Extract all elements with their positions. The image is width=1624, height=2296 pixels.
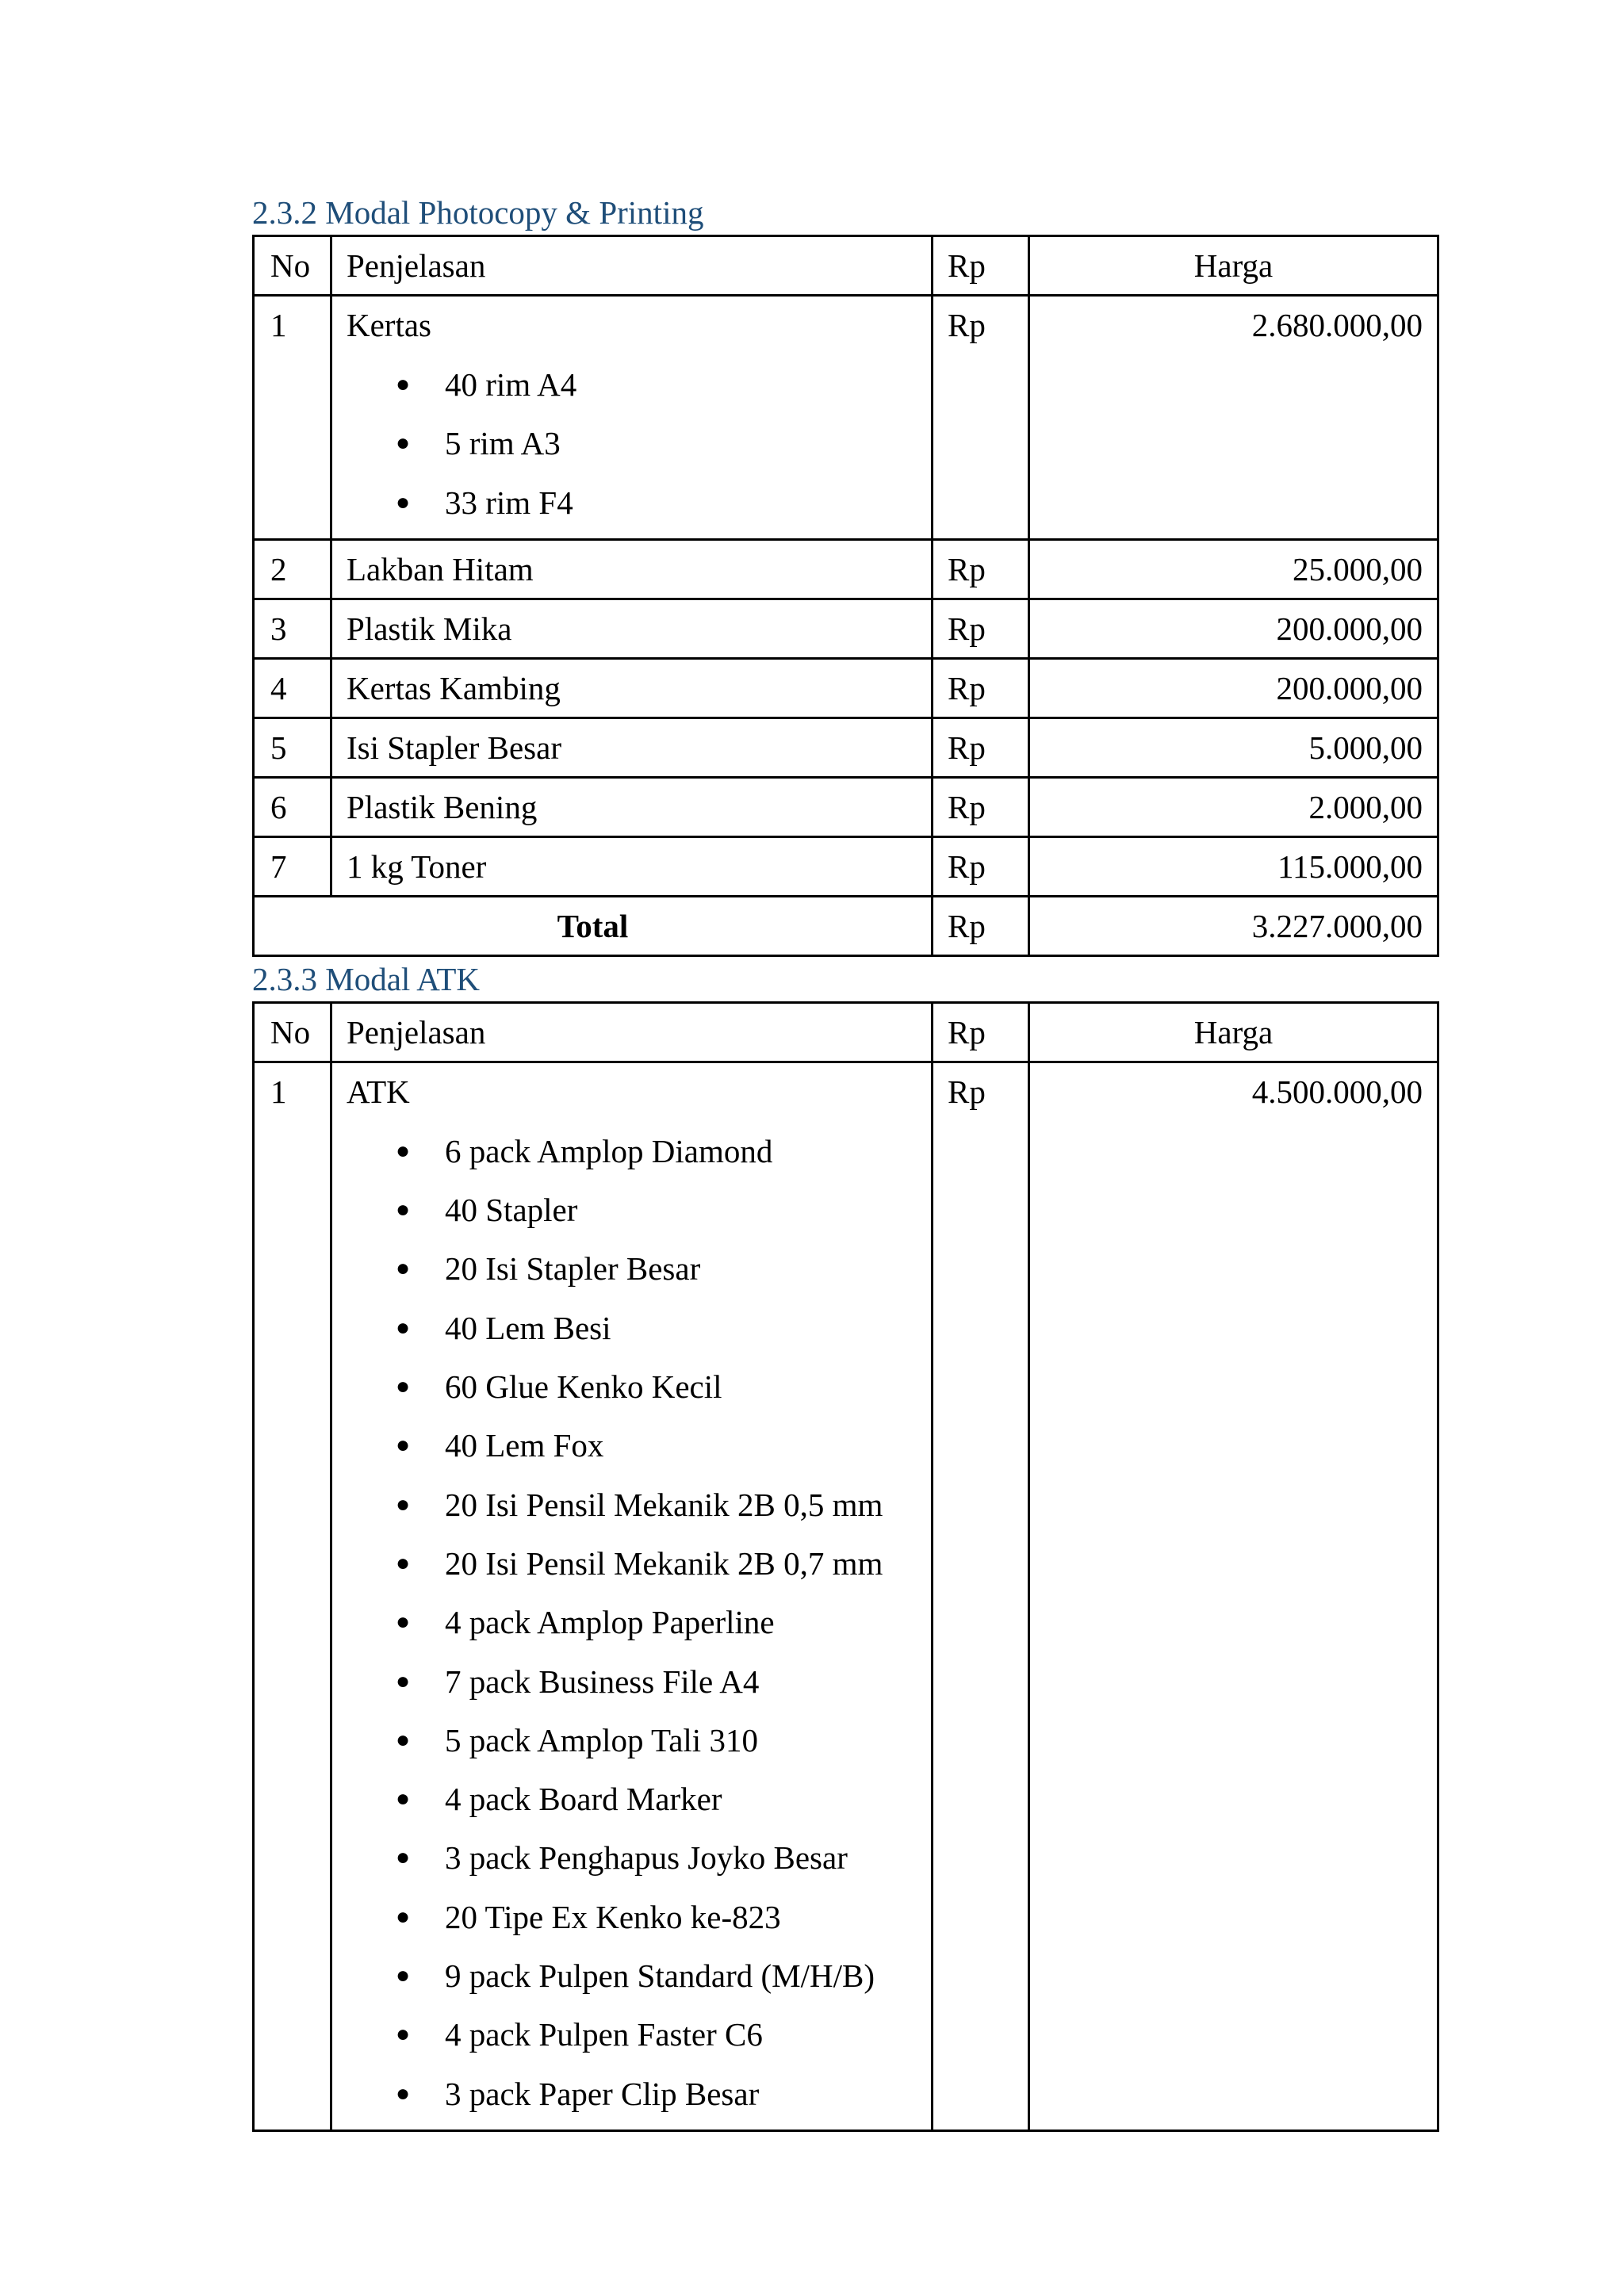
table-row xyxy=(254,296,1438,540)
row-price: 200.000,00 xyxy=(1029,599,1438,658)
bullet-icon: ● xyxy=(396,2021,411,2048)
row-number: 6 xyxy=(254,777,331,836)
total-currency: Rp xyxy=(933,896,1029,955)
bullet-icon: ● xyxy=(396,1196,411,1223)
photocopy-table xyxy=(252,235,1439,957)
bullet-icon: ● xyxy=(396,1785,411,1812)
row-description: 1 kg Toner xyxy=(331,836,933,896)
bullet-icon: ● xyxy=(396,1844,411,1871)
bullet-icon: ● xyxy=(396,1255,411,1282)
row-currency: Rp xyxy=(933,658,1029,718)
table-row xyxy=(254,1062,1438,2130)
column-header-penjelasan: Penjelasan xyxy=(331,236,933,296)
bullet-icon: ● xyxy=(396,1373,411,1400)
row-number: 3 xyxy=(254,599,331,658)
row-currency: Rp xyxy=(933,777,1029,836)
list-item: ● 4 pack Amplop Paperline xyxy=(347,1593,917,1651)
table-row xyxy=(254,836,1438,896)
column-header-rp: Rp xyxy=(933,236,1029,296)
atk-table xyxy=(252,1001,1439,2132)
bullet-icon: ● xyxy=(396,1962,411,1989)
row-number: 1 xyxy=(254,296,331,540)
bullet-icon: ● xyxy=(396,1609,411,1636)
row-price: 2.000,00 xyxy=(1029,777,1438,836)
item-list xyxy=(347,355,917,532)
list-item: ● 5 rim A3 xyxy=(347,414,917,473)
table-row xyxy=(254,718,1438,777)
table-row xyxy=(254,599,1438,658)
total-label: Total xyxy=(254,896,933,955)
row-number: 1 xyxy=(254,1062,331,2130)
list-item: ● 40 rim A4 xyxy=(347,355,917,414)
row-price: 5.000,00 xyxy=(1029,718,1438,777)
list-item: ● 3 pack Paper Clip Besar xyxy=(347,2064,917,2123)
list-item: ● 6 pack Amplop Diamond xyxy=(347,1122,917,1181)
column-header-no: No xyxy=(254,236,331,296)
row-number: 5 xyxy=(254,718,331,777)
row-description: Lakban Hitam xyxy=(331,539,933,599)
section-heading-atk: 2.3.3 Modal ATK xyxy=(252,960,480,997)
list-item: ● 4 pack Board Marker xyxy=(347,1770,917,1828)
item-list xyxy=(347,1122,917,2123)
row-description: ATK xyxy=(347,1073,410,1110)
total-row xyxy=(254,896,1438,955)
row-number: 2 xyxy=(254,539,331,599)
bullet-icon: ● xyxy=(396,1903,411,1930)
list-item: ● 60 Glue Kenko Kecil xyxy=(347,1357,917,1416)
list-item: ● 40 Lem Fox xyxy=(347,1416,917,1475)
bullet-icon: ● xyxy=(396,1667,411,1694)
bullet-icon: ● xyxy=(396,371,411,397)
bullet-icon: ● xyxy=(396,430,411,457)
row-description: Isi Stapler Besar xyxy=(331,718,933,777)
bullet-icon: ● xyxy=(396,2080,411,2107)
row-description: Plastik Bening xyxy=(331,777,933,836)
list-item: ● 40 Stapler xyxy=(347,1181,917,1239)
bullet-icon: ● xyxy=(396,1314,411,1341)
table-row xyxy=(254,539,1438,599)
column-header-no: No xyxy=(254,1002,331,1062)
row-currency: Rp xyxy=(933,718,1029,777)
list-item: ● 20 Isi Pensil Mekanik 2B 0,7 mm xyxy=(347,1534,917,1593)
list-item: ● 20 Isi Pensil Mekanik 2B 0,5 mm xyxy=(347,1475,917,1534)
row-description: Kertas xyxy=(347,307,432,343)
list-item: ● 20 Tipe Ex Kenko ke-823 xyxy=(347,1888,917,1946)
row-currency: Rp xyxy=(933,539,1029,599)
row-price: 200.000,00 xyxy=(1029,658,1438,718)
table-row xyxy=(254,777,1438,836)
list-item: ● 7 pack Business File A4 xyxy=(347,1652,917,1711)
row-description: Kertas Kambing xyxy=(331,658,933,718)
row-currency: Rp xyxy=(933,1062,1029,2130)
list-item: ● 9 pack Pulpen Standard (M/H/B) xyxy=(347,1946,917,2005)
row-price: 115.000,00 xyxy=(1029,836,1438,896)
document-page xyxy=(252,190,1437,2132)
table-row xyxy=(254,658,1438,718)
bullet-icon: ● xyxy=(396,1549,411,1576)
row-price: 25.000,00 xyxy=(1029,539,1438,599)
bullet-icon: ● xyxy=(396,488,411,515)
column-header-rp: Rp xyxy=(933,1002,1029,1062)
bullet-icon: ● xyxy=(396,1490,411,1517)
row-description-cell xyxy=(331,296,933,540)
row-currency: Rp xyxy=(933,836,1029,896)
row-price: 4.500.000,00 xyxy=(1029,1062,1438,2130)
table-header-row xyxy=(254,236,1438,296)
total-price: 3.227.000,00 xyxy=(1029,896,1438,955)
column-header-penjelasan: Penjelasan xyxy=(331,1002,933,1062)
list-item: ● 5 pack Amplop Tali 310 xyxy=(347,1711,917,1770)
list-item: ● 20 Isi Stapler Besar xyxy=(347,1239,917,1298)
row-number: 4 xyxy=(254,658,331,718)
list-item: ● 3 pack Penghapus Joyko Besar xyxy=(347,1828,917,1887)
section-heading-photocopy: 2.3.2 Modal Photocopy & Printing xyxy=(252,194,704,231)
table-header-row xyxy=(254,1002,1438,1062)
bullet-icon: ● xyxy=(396,1726,411,1753)
row-description-cell xyxy=(331,1062,933,2130)
list-item: ● 40 Lem Besi xyxy=(347,1299,917,1357)
row-price: 2.680.000,00 xyxy=(1029,296,1438,540)
column-header-harga: Harga xyxy=(1029,1002,1438,1062)
row-currency: Rp xyxy=(933,296,1029,540)
row-number: 7 xyxy=(254,836,331,896)
row-currency: Rp xyxy=(933,599,1029,658)
row-description: Plastik Mika xyxy=(331,599,933,658)
bullet-icon: ● xyxy=(396,1432,411,1459)
list-item: ● 4 pack Pulpen Faster C6 xyxy=(347,2005,917,2064)
bullet-icon: ● xyxy=(396,1137,411,1164)
column-header-harga: Harga xyxy=(1029,236,1438,296)
list-item: ● 33 rim F4 xyxy=(347,473,917,532)
